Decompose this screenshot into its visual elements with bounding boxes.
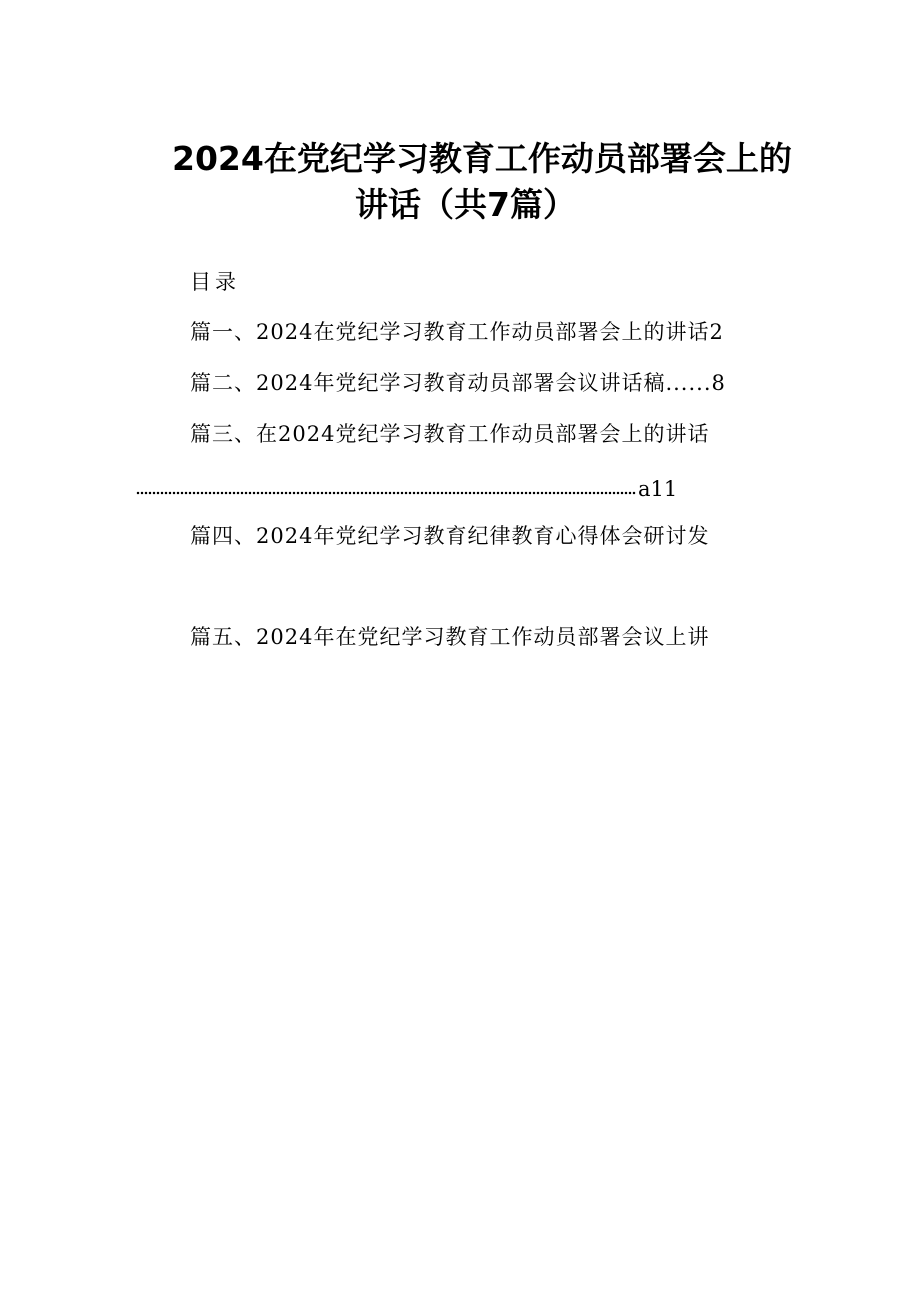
toc-item-page: 2 <box>709 320 723 344</box>
toc-item-4[interactable] <box>190 522 709 550</box>
toc-item-1[interactable] <box>190 318 723 346</box>
toc-item-2[interactable] <box>190 369 725 397</box>
toc-item-5[interactable] <box>190 623 709 651</box>
dot-leader <box>136 490 636 496</box>
toc-item-label: 篇二、2024年党纪学习教育动员部署会议讲话稿...... <box>190 371 712 395</box>
toc-item-page: a11 <box>638 477 678 501</box>
toc-item-3-leader[interactable] <box>136 475 677 503</box>
document-title-line-1: 2024在党纪学习教育工作动员部署会上的 <box>172 139 792 178</box>
document-title-line-2: 讲话（共7篇） <box>355 185 576 224</box>
toc-item-label: 篇三、在2024党纪学习教育工作动员部署会上的讲话 <box>190 422 710 446</box>
toc-heading: 目录 <box>190 270 240 294</box>
toc-item-label: 篇五、2024年在党纪学习教育工作动员部署会议上讲 <box>190 625 710 649</box>
toc-item-page: 8 <box>711 371 725 395</box>
toc-item-label: 篇四、2024年党纪学习教育纪律教育心得体会研讨发 <box>190 524 710 548</box>
toc-item-label: 篇一、2024在党纪学习教育工作动员部署会上的讲话 <box>190 320 710 344</box>
toc-item-3[interactable] <box>190 420 709 448</box>
